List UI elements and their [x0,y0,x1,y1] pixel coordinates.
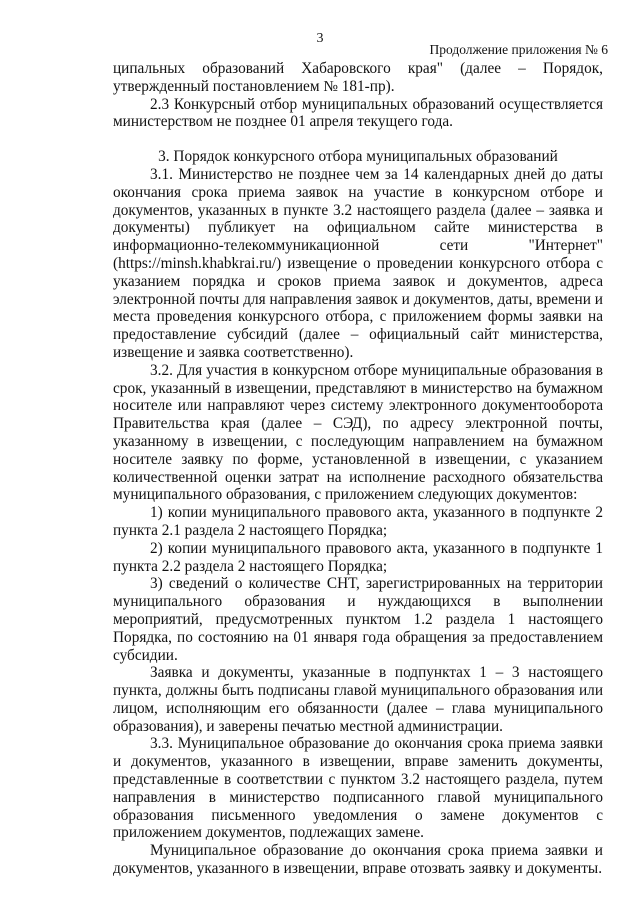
list-item-3: 3) сведений о количестве СНТ, зарегистрированных на территории муниципального образования и нуждающихся в выполнении мероприятий, предусмотренных пунктом 1.2 раздела 1 настоящего Порядка, по состоянию на 01 января года обращения за предоставлением субсидии. [113,575,603,664]
paragraph-3-1: 3.1. Министерство не позднее чем за 14 календарных дней до даты окончания срока приема заявок на участие в конкурсном отборе и документов, указанных в пункте 3.2 настоящего раздела (далее – заявка и документы) публикует на официальном сайте министерства в информационно-телекоммуникационной сети "Интернет" (https://minsh.khabkrai.ru/) извещение о проведении конкурсного отбора с указанием порядка и сроков приема заявок и документов, адреса электронной почты для направления заявок и документов, даты, времени и места проведения конкурсного отбора, с приложением формы заявки на предоставление субсидий (далее – официальный сайт министерства, извещение и заявка соответственно). [113,165,603,361]
paragraph-3-2: 3.2. Для участия в конкурсном отборе муниципальные образования в срок, указанный в извещении, представляют в министерство на бумажном носителе или направляют через систему электронного документооборота Правительства края (далее – СЭД), по адресу электронной почты, указанному в извещении, с последующим направлением на бумажном носителе заявку по форме, установленной в извещении, с указанием количественной оценки затрат на исполнение расходного обязательства муниципального образования, с приложением следующих документов: [113,361,603,504]
list-item-1: 1) копии муниципального правового акта, указанного в подпункте 2 пункта 2.1 раздела 2 настоящего Порядка; [113,504,603,539]
document-body [113,60,603,878]
appendix-continuation-note: Продолжение приложения № 6 [429,42,608,57]
paragraph-continued: ципальных образований Хабаровского края" (далее – Порядок, утвержденный постановлением № 181-пр). [113,60,603,95]
paragraph-signature-requirement: Заявка и документы, указанные в подпунктах 1 – 3 настоящего пункта, должны быть подписаны главой муниципального образования или лицом, исполняющим его обязанности (далее – глава муниципального образования), и заверены печатью местной администрации. [113,664,603,735]
page-number: 3 [316,31,324,46]
section-heading-3: 3. Порядок конкурсного отбора муниципальных образований [158,148,558,166]
paragraph-2-3: 2.3 Конкурсный отбор муниципальных образований осуществляется министерством не позднее 01 апреля текущего года. [113,95,603,131]
paragraph-3-3: 3.3. Муниципальное образование до окончания срока приема заявки и документов, указанного в извещении, вправе заменить документы, представленные в соответствии с пунктом 3.2 настоящего раздела, путем направления в министерство подписанного главой муниципального образования письменного уведомления о замене документов с приложением документов, подлежащих замене. [113,735,603,842]
list-item-2: 2) копии муниципального правового акта, указанного в подпункте 1 пункта 2.2 раздела 2 настоящего Порядка; [113,539,603,575]
paragraph-withdrawal: Муниципальное образование до окончания срока приема заявки и документов, указанного в извещении, вправе отозвать заявку и документы. [113,842,603,878]
